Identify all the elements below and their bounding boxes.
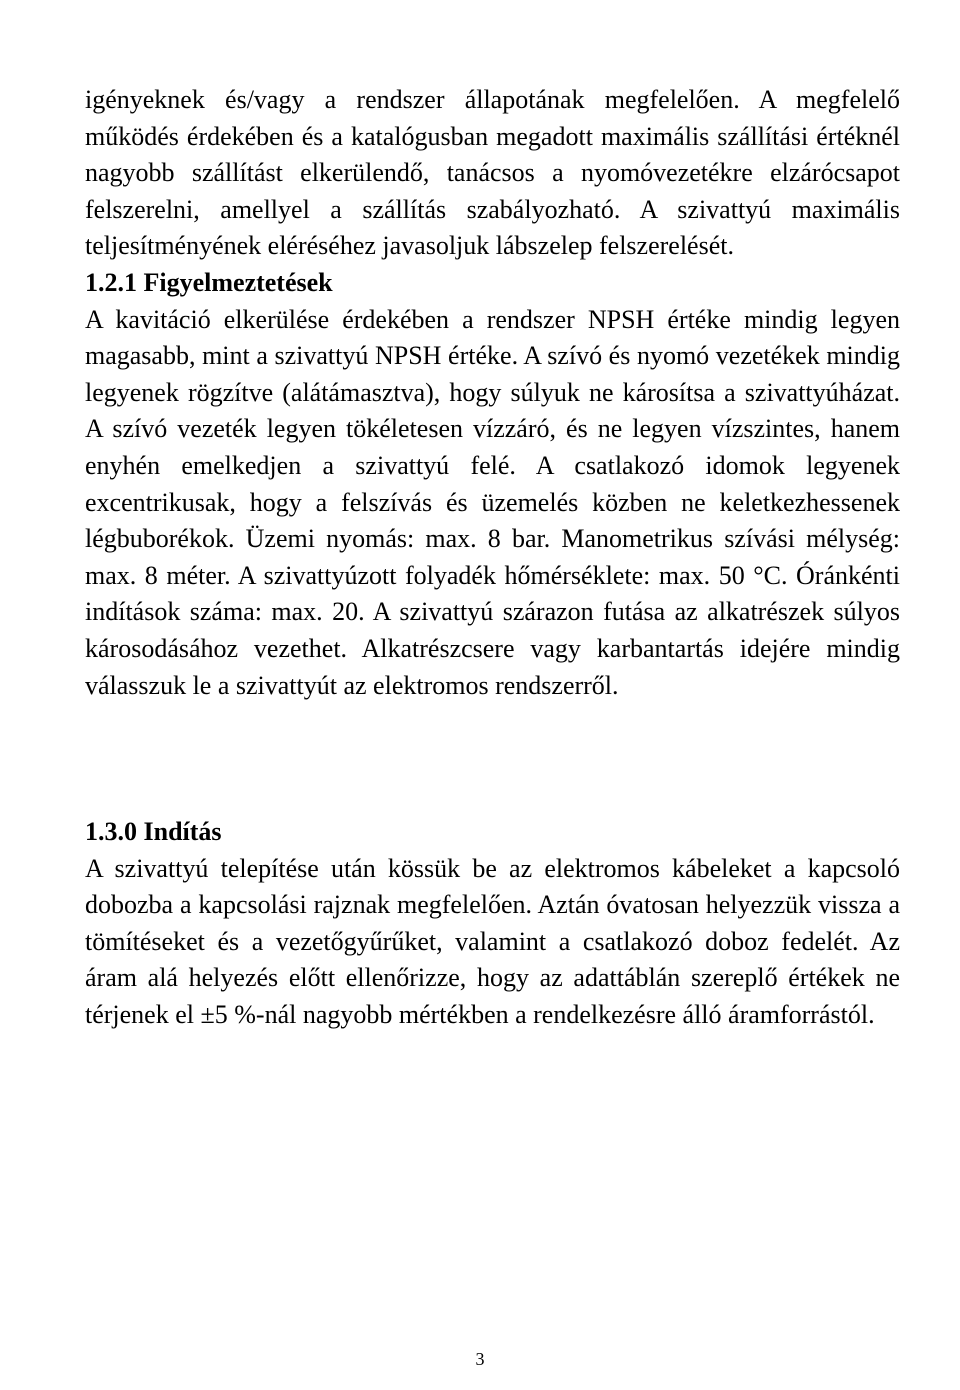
paragraph-startup: A szivattyú telepítése után kössük be az elektromos kábeleket a kapcsoló dobozba a kapcsolási rajznak megfelelően. Aztán óvatosan helyezzük vissza a tömítéseket és a vezetőgyűrűket, valamint a csatlakozó doboz fedelét. Az áram alá helyezés előtt ellenőrizze, hogy az adattáblán szereplő értékek ne térjenek el ±5 %-nál nagyobb mértékben a rendelkezésre álló áramforrástól. xyxy=(85,853,900,1030)
paragraph-warnings: A kavitáció elkerülése érdekében a rendszer NPSH értéke mindig legyen magasabb, mint a szivattyú NPSH értéke. A szívó és nyomó vezetékek mindig legyenek rögzítve (alátámasztva), hogy súlyuk ne károsítsa a szivattyúházat. A szívó vezeték legyen tökéletesen vízzáró, és ne legyen vízszintes, hanem enyhén emelkedjen a szivattyú felé. A csatlakozó idomok legyenek excentrikusak, hogy a felszívás és üzemelés közben ne keletkezhessenek légbuborékok. Üzemi nyomás: max. 8 bar. Manometrikus szívási mélység: max. 8 méter. A szivattyúzott folyadék hőmérséklete: max. 50 °C. Óránkénti indítások száma: max. 20. A szivattyú szárazon futása az alkatrészek súlyos károsodásához vezethet. Alkatrészcsere vagy karbantartás idejére mindig válasszuk le a szivattyút az elektromos rendszerről. xyxy=(85,304,900,700)
page-content xyxy=(85,82,900,1034)
section-spacer xyxy=(85,704,900,814)
section-heading-warnings: 1.2.1 Figyelmeztetések xyxy=(85,267,333,297)
paragraph-installation-end: igényeknek és/vagy a rendszer állapotának megfelelően. A megfelelő működés érdekében és a katalógusban megadott maximális szállítási értéknél nagyobb szállítást elkerülendő, tanácsos a nyomóvezetékre elzárócsapot felszerelni, amellyel a szállítás szabályozható. A szivattyú maximális teljesítményének eléréséhez javasoljuk lábszelep felszerelését. xyxy=(85,85,900,261)
section-heading-startup: 1.3.0 Indítás xyxy=(85,817,222,847)
page-number: 3 xyxy=(475,1349,485,1369)
